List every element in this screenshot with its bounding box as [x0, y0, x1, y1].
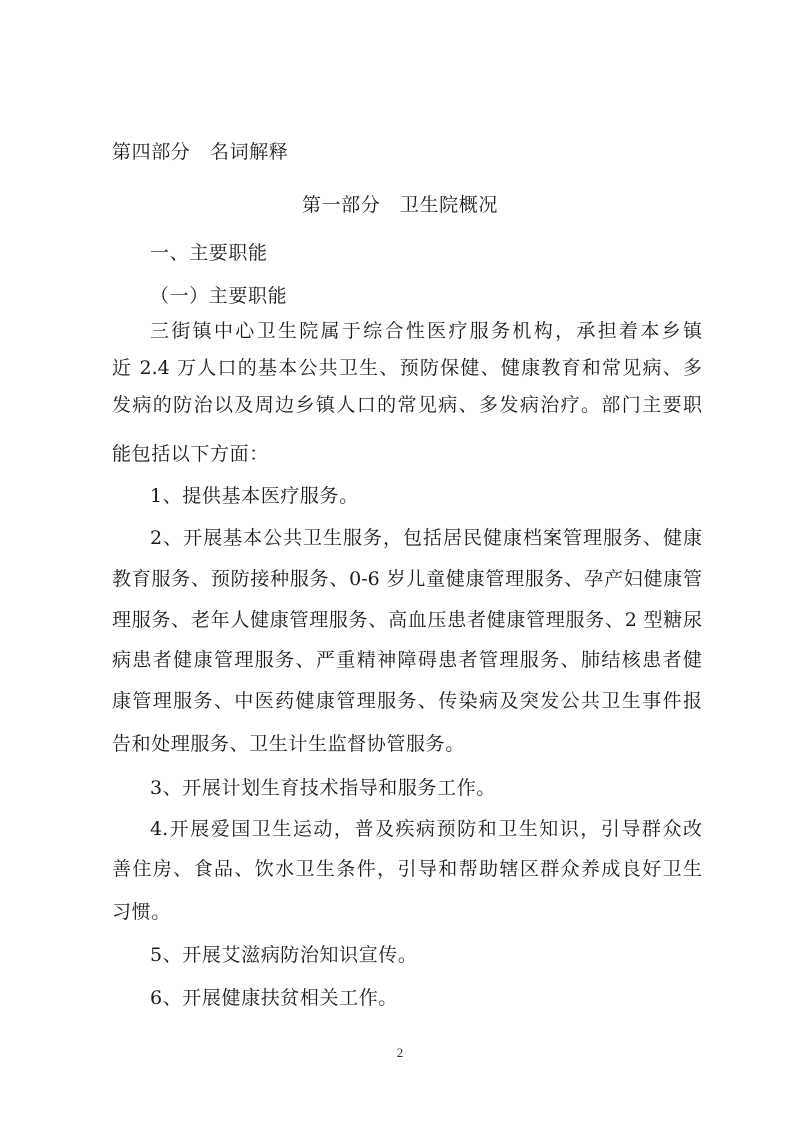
heading-level2: （一）主要职能	[150, 285, 288, 307]
page-number: 2	[396, 1045, 404, 1060]
paragraph-line: 习惯。	[112, 901, 171, 923]
toc-item-part4: 第四部分 名词解释	[112, 141, 289, 163]
list-item: 3、开展计划生育技术指导和服务工作。	[150, 777, 496, 799]
paragraph-line: 2、开展基本公共卫生服务，包括居民健康档案管理服务、健康	[150, 527, 702, 549]
paragraph-line: 4.开展爱国卫生运动，普及疾病预防和卫生知识，引导群众改	[150, 818, 702, 840]
paragraph-line: 三街镇中心卫生院属于综合性医疗服务机构，承担着本乡镇	[150, 320, 702, 342]
paragraph-line: 近 2.4 万人口的基本公共卫生、预防保健、健康教育和常见病、多	[112, 357, 702, 379]
list-item: 5、开展艾滋病防治知识宣传。	[150, 944, 418, 966]
heading-level1: 一、主要职能	[150, 242, 268, 264]
list-item: 1、提供基本医疗服务。	[150, 485, 359, 507]
paragraph-line: 善住房、食品、饮水卫生条件，引导和帮助辖区群众养成良好卫生	[112, 858, 702, 880]
paragraph-line: 能包括以下方面：	[112, 443, 269, 465]
paragraph-line: 发病的防治以及周边乡镇人口的常见病、多发病治疗。部门主要职	[112, 394, 702, 416]
paragraph-line: 理服务、老年人健康管理服务、高血压患者健康管理服务、2 型糖尿	[112, 609, 702, 631]
paragraph-line: 告和处理服务、卫生计生监督协管服务。	[112, 733, 465, 755]
paragraph-line: 康管理服务、中医药健康管理服务、传染病及突发公共卫生事件报	[112, 690, 702, 712]
paragraph-line: 病患者健康管理服务、严重精神障碍患者管理服务、肺结核患者健	[112, 649, 702, 671]
list-item: 6、开展健康扶贫相关工作。	[150, 987, 398, 1009]
section-title: 第一部分 卫生院概况	[301, 194, 498, 216]
paragraph-line: 教育服务、预防接种服务、0-6 岁儿童健康管理服务、孕产妇健康管	[112, 568, 702, 590]
